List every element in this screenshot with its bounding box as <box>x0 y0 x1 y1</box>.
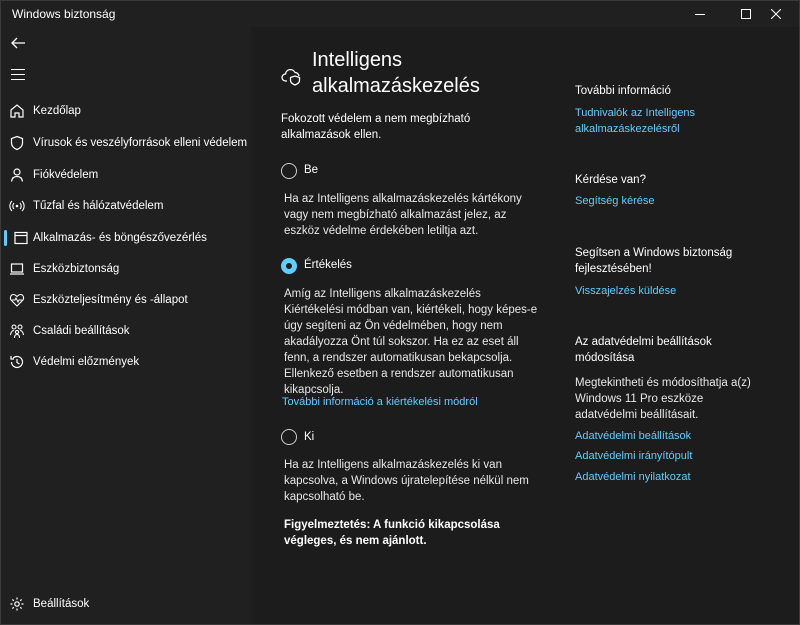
main-content <box>251 27 799 624</box>
radio-off-label[interactable]: Ki <box>304 431 315 443</box>
sidebar-item-label: Alkalmazás- és böngészővezérlés <box>33 232 207 244</box>
page-title: Intelligens alkalmazáskezelés <box>312 49 480 97</box>
sidebar-item-firewall[interactable] <box>1 191 251 221</box>
sidebar-item-label: Vírusok és veszélyforrások elleni védelem <box>33 137 248 149</box>
maximize-icon <box>741 9 751 19</box>
close-icon <box>771 9 781 19</box>
sidebar-item-virus-protection[interactable] <box>1 128 251 158</box>
sidebar-item-label: Családi beállítások <box>33 325 130 337</box>
shield-icon <box>9 135 25 151</box>
page-subtitle: Fokozott védelem a nem megbízható alkalmazások ellen. <box>281 113 471 141</box>
family-icon <box>9 323 25 339</box>
privacy-text: Megtekintheti és módosíthatja a(z) Windows 11 Pro eszköze adatvédelmi beállításait. <box>575 377 751 421</box>
sidebar-item-family-options[interactable] <box>1 316 251 346</box>
option-evaluation-description: Amíg az Intelligens alkalmazáskezelés Kiértékelési módban van, kiértékeli, hogy képes-e úgy segíteni az Ön védelmében, hogy nem akadályozza Önt túl sokszor. Ha ez az eset áll fenn, a rendszer automatikusan bekapcsolja. Ellenkező esetben a rendszer automatikusan kikapcsolja. <box>284 288 538 396</box>
sidebar-item-device-security[interactable] <box>1 254 251 284</box>
history-icon <box>9 354 25 370</box>
close-button[interactable] <box>753 1 799 27</box>
radio-off[interactable] <box>281 429 297 445</box>
heart-pulse-icon <box>9 292 25 308</box>
minimize-button[interactable] <box>677 1 723 27</box>
improve-heading: Segítsen a Windows biztonság fejlesztésében! <box>575 247 733 275</box>
sidebar-item-label: Eszközbiztonság <box>33 263 120 275</box>
sidebar-item-label: Fiókvédelem <box>33 169 99 181</box>
title-bar <box>1 1 799 27</box>
sidebar-item-home[interactable] <box>1 96 251 126</box>
sidebar-item-label: Tűzfal és hálózatvédelem <box>33 200 164 212</box>
home-icon <box>9 103 25 119</box>
active-indicator <box>4 230 7 246</box>
gear-icon <box>9 596 25 612</box>
more-info-heading: További információ <box>575 85 671 97</box>
radio-evaluation[interactable] <box>281 258 297 274</box>
get-help-link[interactable]: Segítség kérése <box>575 195 655 207</box>
feedback-link[interactable]: Visszajelzés küldése <box>575 285 677 297</box>
sidebar-item-label: Eszközteljesítmény és -állapot <box>33 294 188 306</box>
minimize-icon <box>695 14 705 15</box>
sidebar-item-account-protection[interactable] <box>1 160 251 190</box>
sidebar-item-protection-history[interactable] <box>1 347 251 377</box>
settings-label: Beállítások <box>33 598 90 610</box>
sidebar-item-label: Védelmi előzmények <box>33 356 140 368</box>
window-title: Windows biztonság <box>12 7 116 21</box>
app-window-icon <box>13 230 29 246</box>
wifi-icon <box>9 198 25 214</box>
hamburger-icon <box>11 69 25 80</box>
privacy-heading: Az adatvédelmi beállítások módosítása <box>575 336 712 364</box>
radio-evaluation-label[interactable]: Értékelés <box>304 259 352 271</box>
radio-on-label[interactable]: Be <box>304 164 319 176</box>
evaluation-mode-link[interactable]: További információ a kiértékelési módról <box>282 396 478 408</box>
sidebar-item-app-browser-control[interactable] <box>1 223 251 253</box>
sidebar <box>1 27 251 624</box>
sidebar-item-label: Kezdőlap <box>33 105 81 117</box>
privacy-settings-link[interactable]: Adatvédelmi beállítások <box>575 430 692 442</box>
privacy-statement-link[interactable]: Adatvédelmi nyilatkozat <box>575 471 691 483</box>
option-off-description: Ha az Intelligens alkalmazáskezelés ki van kapcsolva, a Windows újratelepítése nélkül nem kapcsolható be. <box>284 459 529 503</box>
option-on-description: Ha az Intelligens alkalmazáskezelés kártékony vagy nem megbízható alkalmazást jelez, az eszköz védelme érdekében letiltja azt. <box>284 193 522 237</box>
person-icon <box>9 167 25 183</box>
menu-button[interactable] <box>11 69 25 81</box>
laptop-icon <box>9 261 25 277</box>
privacy-dashboard-link[interactable]: Adatvédelmi irányítópult <box>575 450 693 462</box>
back-arrow-icon <box>10 35 26 51</box>
sidebar-item-device-performance[interactable] <box>1 285 251 315</box>
question-heading: Kérdése van? <box>575 174 646 186</box>
radio-on[interactable] <box>281 163 297 179</box>
smart-app-control-info-link[interactable]: Tudnivalók az Intelligens alkalmazáskezelésről <box>575 107 696 135</box>
back-button[interactable] <box>10 35 28 53</box>
cloud-shield-icon <box>281 65 303 87</box>
sidebar-item-settings[interactable] <box>1 589 251 619</box>
warning-text: Figyelmeztetés: A funkció kikapcsolása végleges, és nem ajánlott. <box>284 519 500 547</box>
